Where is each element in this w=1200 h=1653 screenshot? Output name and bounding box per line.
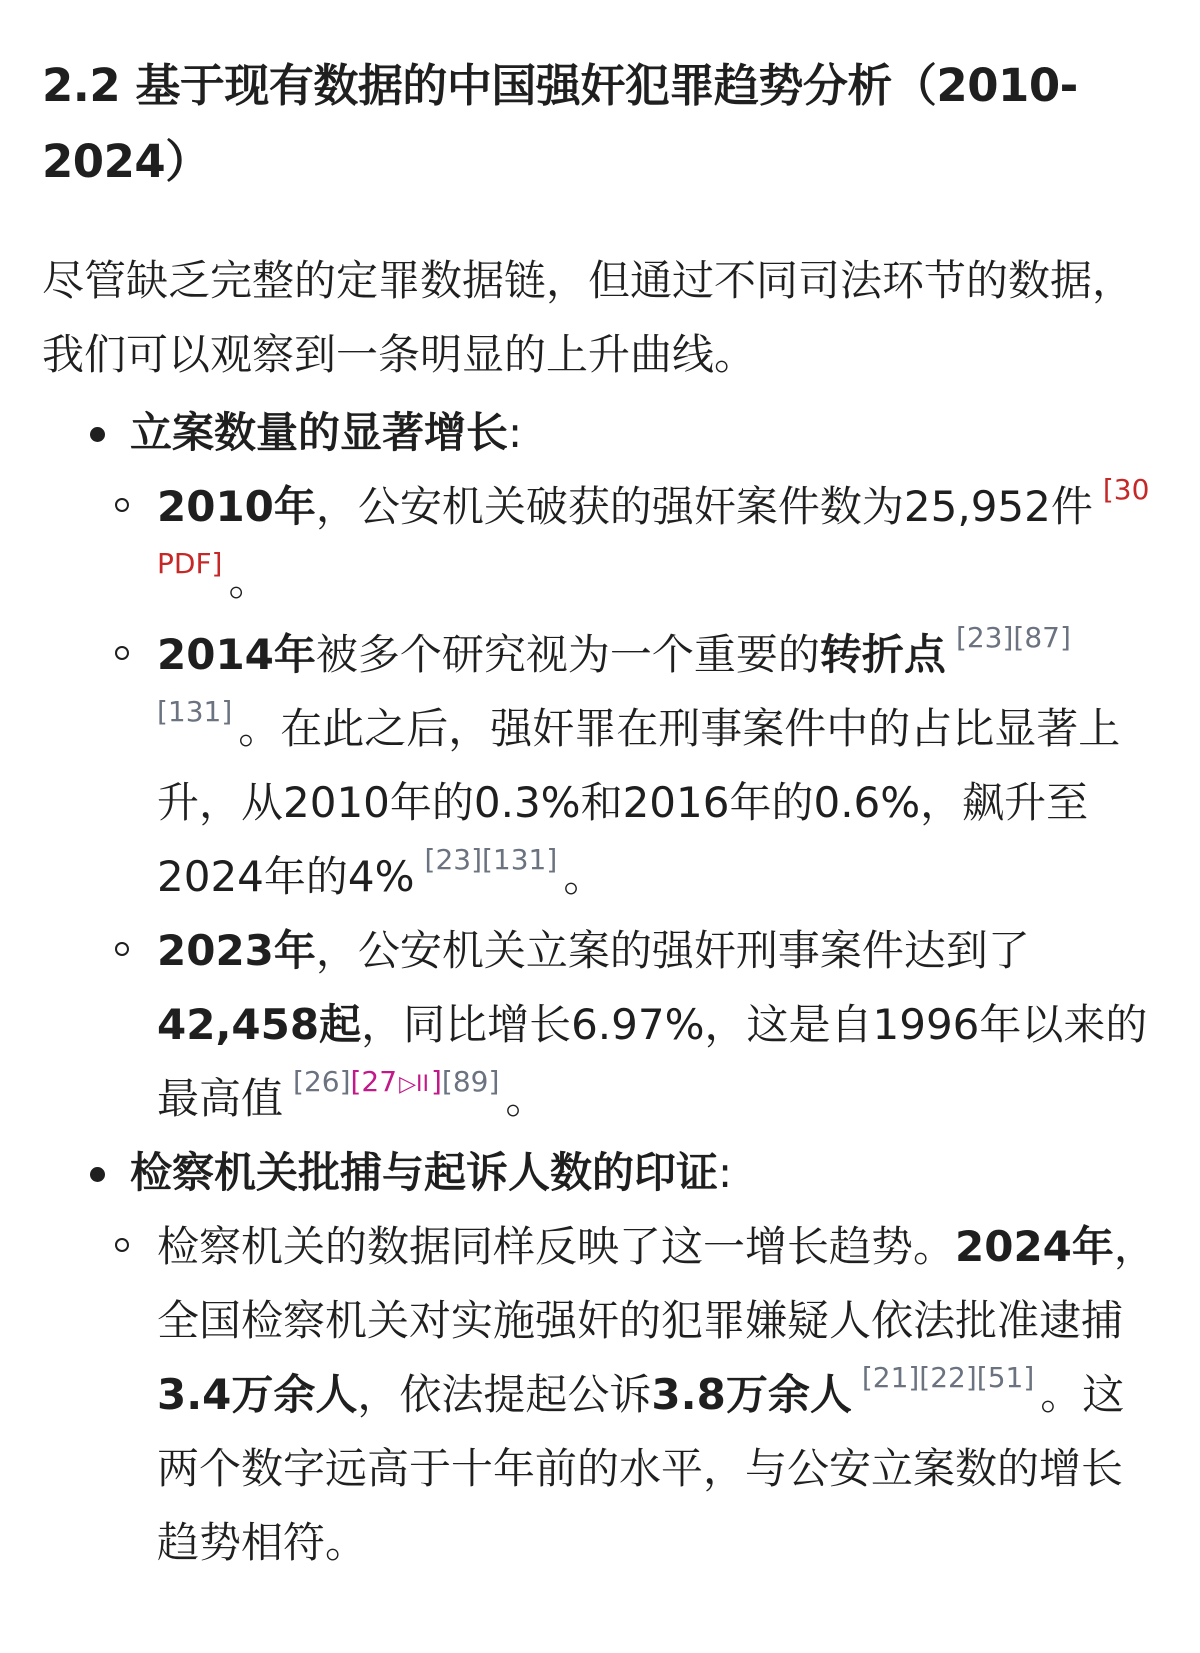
circle-bullet-icon [115, 646, 129, 660]
circle-bullet-icon [115, 1238, 129, 1252]
list-item [42, 396, 1160, 1136]
bullet-icon [90, 1167, 105, 1182]
sub-list-item: 2023年，公安机关立案的强奸刑事案件达到了42,458起，同比增长6.97%，这是自1996年以来的最高值 [26][27▷II][89] 。 [130, 914, 1160, 1136]
citation-link[interactable]: [23][87][131] [157, 621, 1071, 728]
bullet-icon [90, 427, 105, 442]
sub-list-item: 2010年，公安机关破获的强奸案件数为25,952件 [30 PDF] 。 [130, 470, 1160, 618]
section-heading: 2.2 基于现有数据的中国强奸犯罪趋势分析（2010-2024） [42, 59, 1078, 188]
citation-link[interactable]: [30 PDF] [157, 473, 1150, 580]
circle-bullet-icon [115, 942, 129, 956]
bullet-list [42, 396, 1160, 1580]
circle-bullet-icon [115, 498, 129, 512]
citation-link[interactable]: [26] [293, 1065, 351, 1098]
intro-paragraph: 尽管缺乏完整的定罪数据链，但通过不同司法环节的数据，我们可以观察到一条明显的上升曲线。 [42, 256, 1135, 379]
sub-list-item: 2014年被多个研究视为一个重要的转折点 [23][87][131] 。在此之后，强奸罪在刑事案件中的占比显著上升，从2010年的0.3%和2016年的0.6%，飙升至2024年的4% [23][131] 。 [130, 618, 1160, 914]
list-item-title: 检察机关批捕与起诉人数的印证: [130, 1148, 733, 1197]
sub-list [130, 470, 1160, 1136]
citation-link[interactable]: [23][131] [424, 843, 558, 876]
citation-link[interactable]: [89] [441, 1065, 500, 1098]
list-item [42, 1136, 1160, 1580]
sub-list-item: 检察机关的数据同样反映了这一增长趋势。2024年，全国检察机关对实施强奸的犯罪嫌疑人依法批准逮捕3.4万余人，依法提起公诉3.8万余人 [21][22][51] 。这两个数字远高于十年前的水平，与公安立案数的增长趋势相符。 [130, 1210, 1160, 1580]
sub-list [130, 1210, 1160, 1580]
citation-link[interactable]: [21][22][51] [861, 1361, 1035, 1394]
citation-link[interactable]: [27▷II] [350, 1065, 442, 1098]
list-item-title: 立案数量的显著增长: [130, 408, 523, 457]
citation-group [293, 1065, 499, 1098]
